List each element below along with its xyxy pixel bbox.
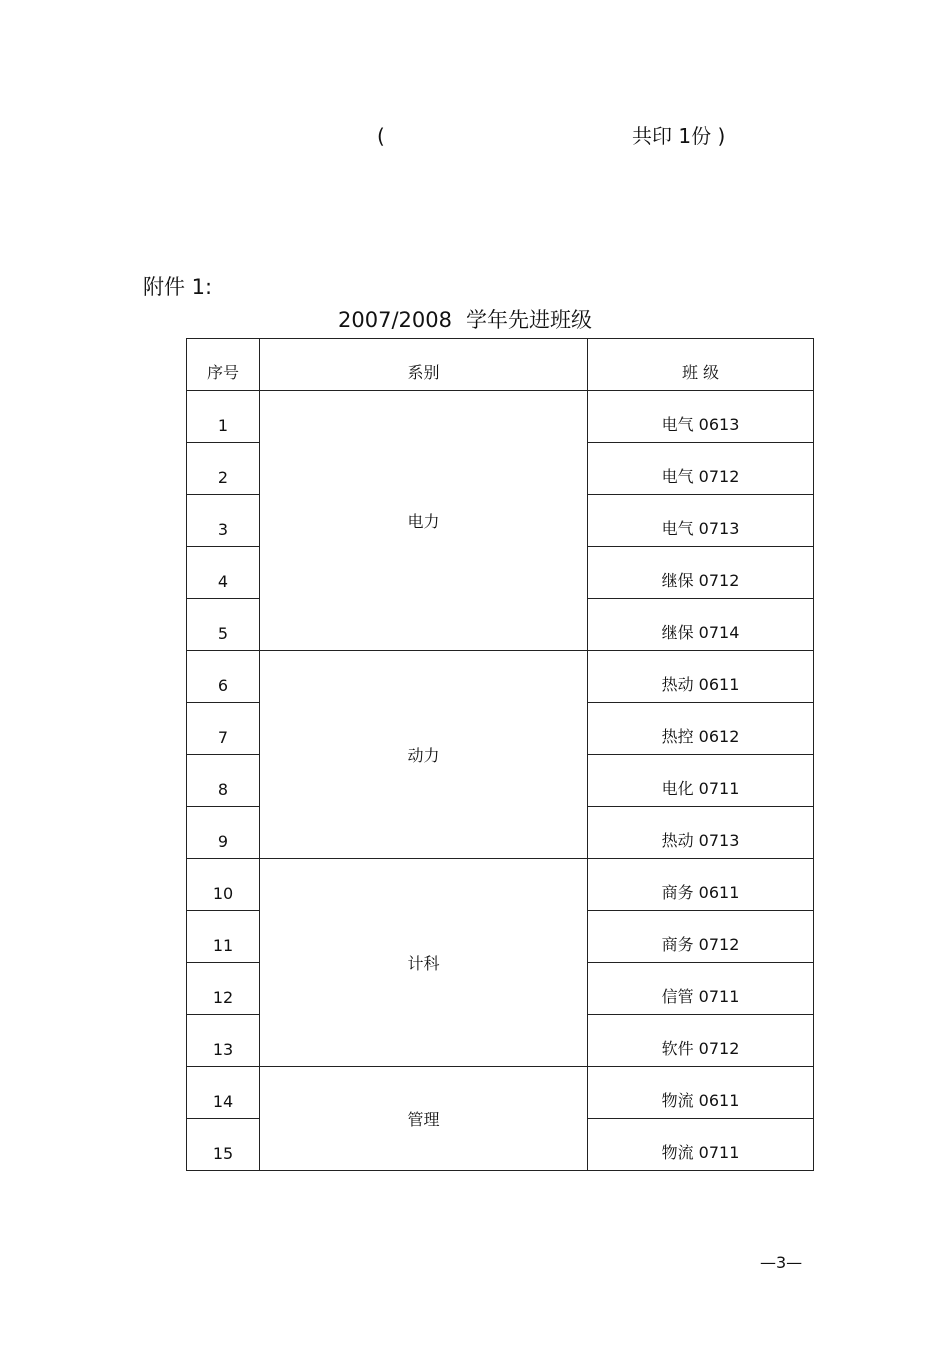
dept-cell: 动力: [260, 651, 588, 859]
row-no: 3: [187, 495, 260, 547]
row-class: 电化 0711: [588, 755, 814, 807]
row-no: 5: [187, 599, 260, 651]
row-class: 热动 0713: [588, 807, 814, 859]
dept-cell: 管理: [260, 1067, 588, 1171]
row-class: 继保 0712: [588, 547, 814, 599]
row-no: 12: [187, 963, 260, 1015]
row-no: 2: [187, 443, 260, 495]
dept-cell: 计科: [260, 859, 588, 1067]
row-class: 商务 0611: [588, 859, 814, 911]
title-text: 学年先进班级: [465, 308, 592, 332]
row-no: 15: [187, 1119, 260, 1171]
document-title: [0, 306, 930, 334]
row-no: 10: [187, 859, 260, 911]
header-no: 序号: [187, 339, 260, 391]
row-class: 软件 0712: [588, 1015, 814, 1067]
print-note-open: (: [377, 124, 385, 148]
page-number: —3—: [760, 1253, 803, 1272]
table-row: [187, 391, 814, 443]
table-row: [187, 651, 814, 703]
row-class: 热控 0612: [588, 703, 814, 755]
row-no: 4: [187, 547, 260, 599]
row-class: 继保 0714: [588, 599, 814, 651]
title-year: 2007/2008: [338, 308, 452, 332]
row-no: 7: [187, 703, 260, 755]
row-class: 商务 0712: [588, 911, 814, 963]
print-note-count: 共印 1份 ): [632, 124, 726, 148]
dept-cell: 电力: [260, 391, 588, 651]
row-class: 信管 0711: [588, 963, 814, 1015]
row-class: 热动 0611: [588, 651, 814, 703]
row-class: 物流 0611: [588, 1067, 814, 1119]
table-header-row: [187, 339, 814, 391]
table-row: [187, 1067, 814, 1119]
row-class: 物流 0711: [588, 1119, 814, 1171]
header-class: 班 级: [588, 339, 814, 391]
table-row: [187, 859, 814, 911]
advanced-classes-table: [186, 338, 814, 1171]
row-no: 11: [187, 911, 260, 963]
row-no: 14: [187, 1067, 260, 1119]
row-no: 8: [187, 755, 260, 807]
row-class: 电气 0712: [588, 443, 814, 495]
row-class: 电气 0713: [588, 495, 814, 547]
row-class: 电气 0613: [588, 391, 814, 443]
row-no: 1: [187, 391, 260, 443]
row-no: 13: [187, 1015, 260, 1067]
header-dept: 系别: [260, 339, 588, 391]
row-no: 9: [187, 807, 260, 859]
row-no: 6: [187, 651, 260, 703]
attachment-label: 附件 1:: [143, 275, 213, 299]
